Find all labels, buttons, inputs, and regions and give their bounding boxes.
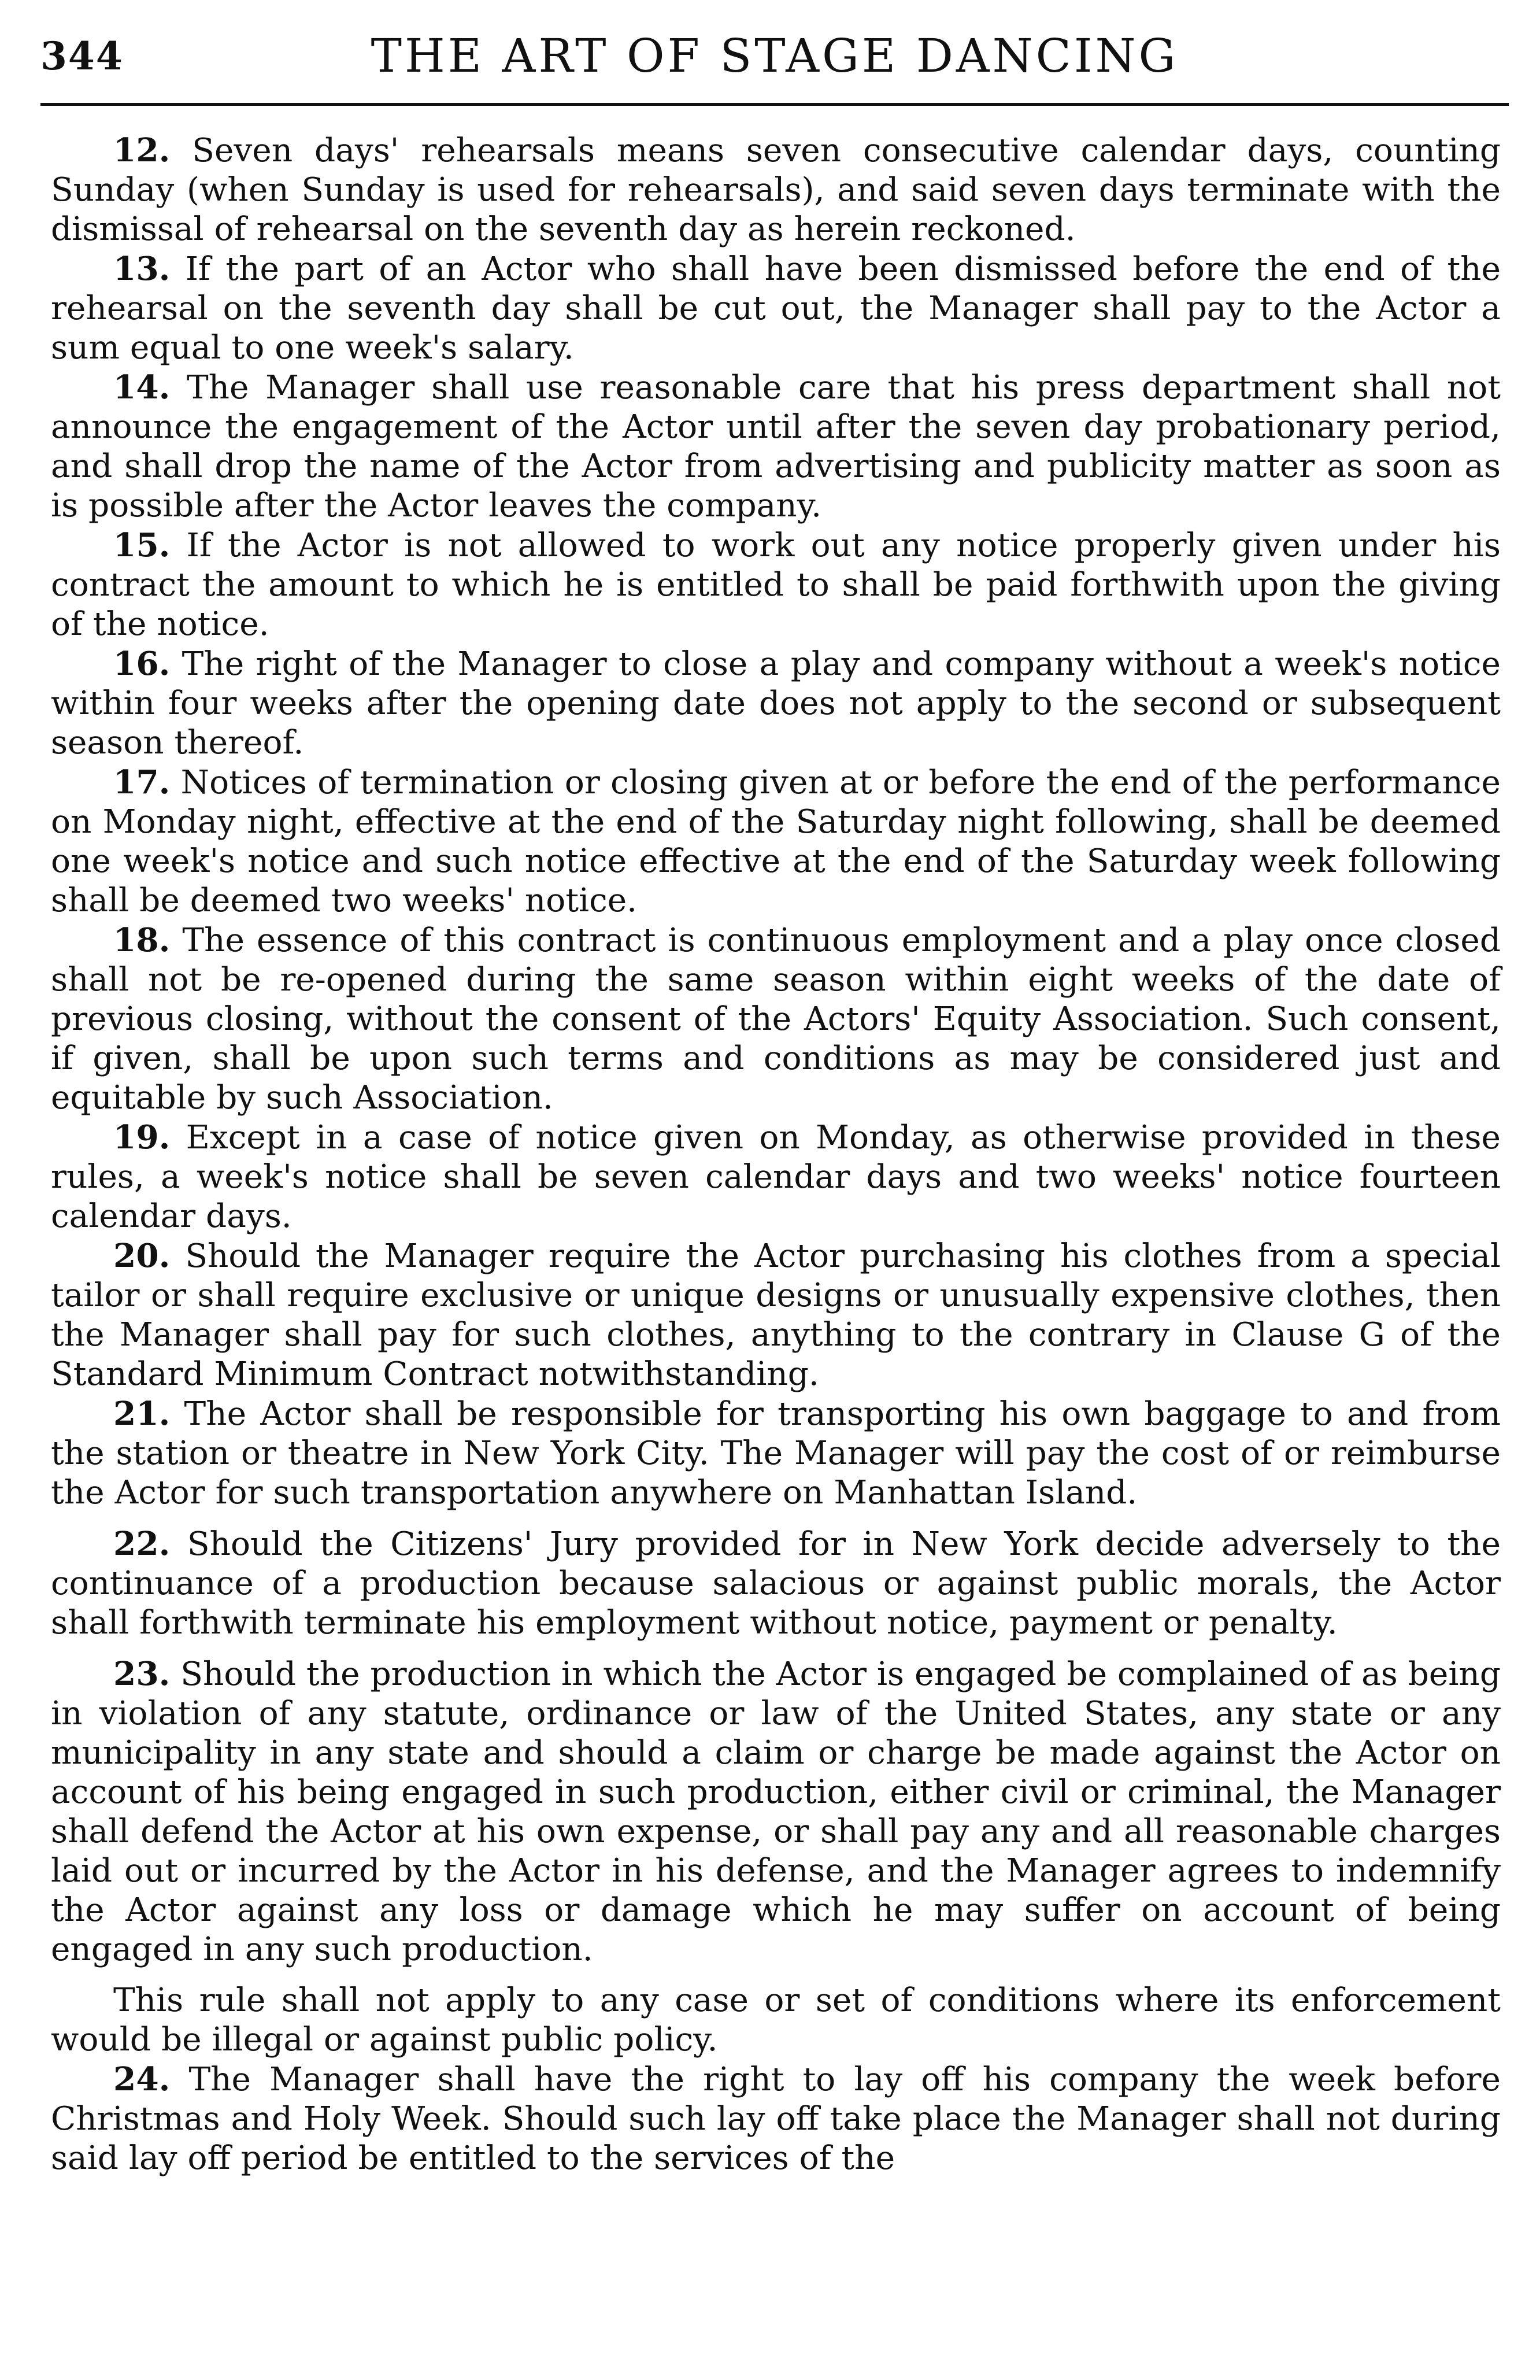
clause-number: 22. (113, 1525, 171, 1563)
clause-number: 13. (113, 250, 171, 288)
clause-text: The Manager shall use reasonable care that his press department shall not announce the engagement of the Actor until after the seven day probationary period, and shall drop the name of the Actor from advertising and publicity matter as soon as is possible after the Actor leaves the company. (51, 369, 1501, 524)
clause-text: Except in a case of notice given on Monday, as otherwise provided in these rules, a week's notice shall be seven calendar days and two weeks' notice fourteen calendar days. (51, 1119, 1501, 1235)
clause-12 (51, 131, 1501, 249)
clause-text: Should the production in which the Actor is engaged be complained of as being in violation of any statute, ordinance or law of the United States, any state or any municipality in any state and should a claim or charge be made against the Actor on account of his being engaged in such production, either civil or criminal, the Manager shall defend the Actor at his own expense, or shall pay any and all reasonable charges laid out or incurred by the Actor in his defense, and the Manager agrees to indemnify the Actor against any loss or damage which he may suffer on account of being engaged in any such production. (51, 1655, 1501, 1968)
header-rule (40, 103, 1509, 106)
clause-text: Should the Manager require the Actor purchasing his clothes from a special tailor or shall require exclusive or unique designs or unusually expensive clothes, then the Manager shall pay for such clothes, anything to the contrary in Clause G of the Standard Minimum Contract notwithstanding. (51, 1237, 1501, 1393)
clause-20 (51, 1236, 1501, 1394)
clause-15 (51, 526, 1501, 644)
clause-14 (51, 368, 1501, 526)
running-head-title: THE ART OF STAGE DANCING (371, 29, 1179, 83)
clause-text: Notices of termination or closing given at or before the end of the performance on Monday night, effective at the end of the Saturday night following, shall be deemed one week's notice and such notice effective at the end of the Saturday week following shall be deemed two weeks' notice. (51, 764, 1501, 919)
clause-19 (51, 1118, 1501, 1236)
clause-13 (51, 249, 1501, 368)
clause-number: 20. (113, 1237, 171, 1275)
clause-text: The right of the Manager to close a play and company without a week's notice within four weeks after the opening date does not apply to the second or subsequent season thereof. (51, 645, 1501, 762)
clause-text: The Manager shall have the right to lay off his company the week before Christmas and Holy Week. Should such lay off take place the Manager shall not during said lay off period be entitled to the services of the (51, 2061, 1501, 2177)
rules-text (51, 131, 1501, 2178)
clause-16 (51, 644, 1501, 763)
clause-text: The Actor shall be responsible for transporting his own baggage to and from the station or theatre in New York City. The Manager will pay the cost of or reimburse the Actor for such transportation anywhere on Manhattan Island. (51, 1395, 1501, 1511)
clause-text: This rule shall not apply to any case or set of conditions where its enforcement would be illegal or against public policy. (51, 1982, 1501, 2059)
clause-number: 19. (113, 1118, 171, 1156)
clause-number: 21. (113, 1395, 171, 1433)
clause-text: Should the Citizens' Jury provided for in New York decide adversely to the continuance of a production because salacious or against public morals, the Actor shall forthwith terminate his employment without notice, payment or penalty. (51, 1525, 1501, 1642)
clause-number: 12. (113, 131, 171, 169)
clause-24 (51, 2060, 1501, 2178)
clause-text: If the part of an Actor who shall have been dismissed before the end of the rehearsal on the seventh day shall be cut out, the Manager shall pay to the Actor a sum equal to one week's salary. (51, 250, 1501, 367)
clause-number: 23. (113, 1655, 171, 1693)
clause-text: Seven days' rehearsals means seven consecutive calendar days, counting Sunday (when Sunday is used for rehearsals), and said seven days terminate with the dismissal of rehearsal on the seventh day as herein reckoned. (51, 132, 1501, 248)
clause-23 (51, 1654, 1501, 1969)
clause-21 (51, 1394, 1501, 1513)
page-number: 344 (40, 34, 124, 79)
clause-text: If the Actor is not allowed to work out any notice properly given under his contract the amount to which he is entitled to shall be paid forthwith upon the giving of the notice. (51, 527, 1501, 643)
clause-23-proviso (51, 1981, 1501, 2060)
clause-number: 18. (113, 921, 171, 959)
clause-number: 14. (113, 368, 171, 406)
clause-number: 17. (113, 763, 171, 801)
clause-number: 15. (113, 526, 171, 564)
clause-17 (51, 763, 1501, 921)
clause-number: 24. (113, 2060, 171, 2098)
clause-18 (51, 921, 1501, 1118)
clause-22 (51, 1524, 1501, 1643)
clause-text: The essence of this contract is continuous employment and a play once closed shall not be re-opened during the same season within eight weeks of the date of previous closing, without the consent of the Actors' Equity Association. Such consent, if given, shall be upon such terms and conditions as may be considered just and equitable by such Association. (51, 922, 1501, 1117)
clause-number: 16. (113, 645, 171, 683)
page-header (40, 23, 1509, 104)
